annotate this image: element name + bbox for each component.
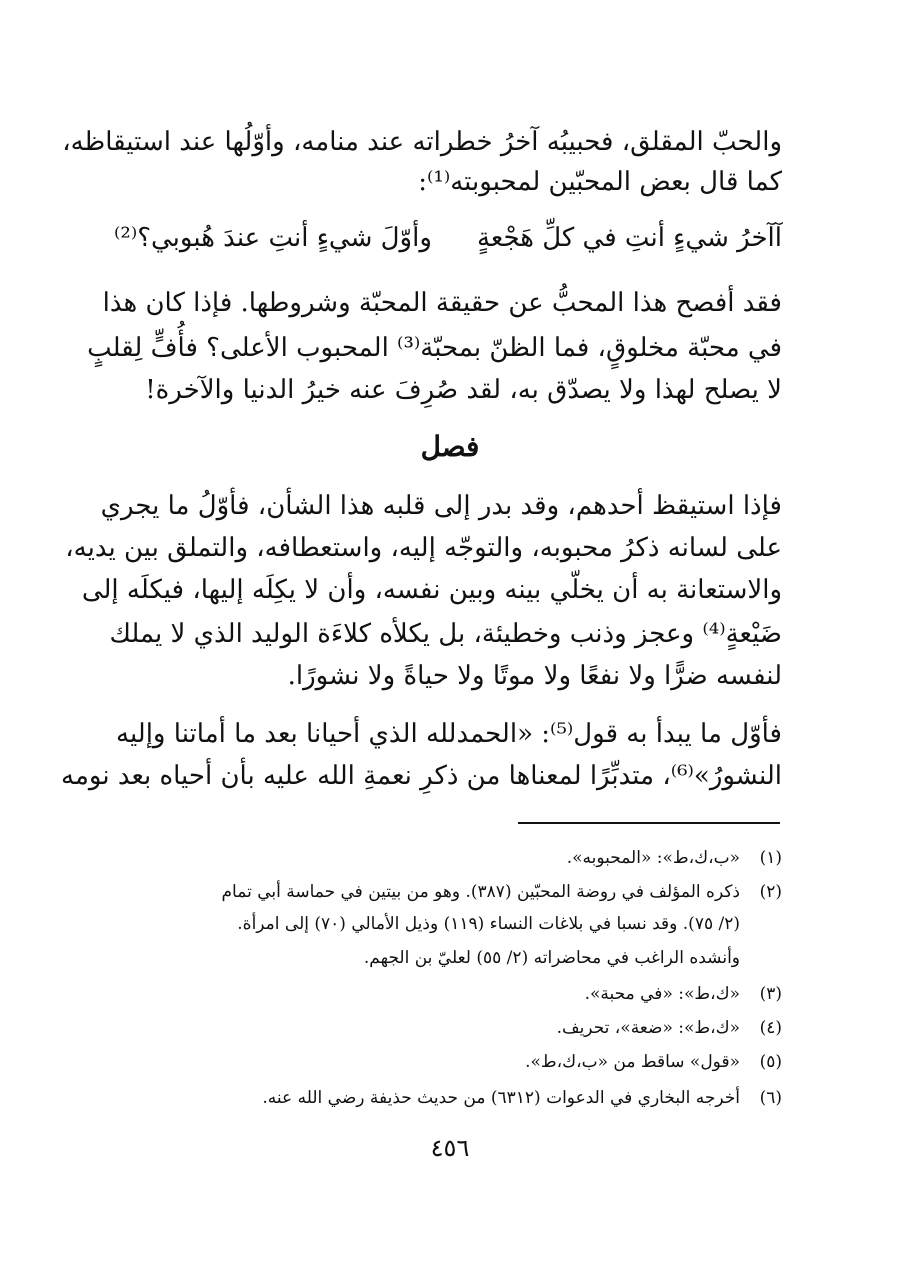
- body-line: فقد أفصح هذا المحبُّ عن حقيقة المحبّة وشروطها. فإذا كان هذا: [102, 288, 782, 318]
- footnote-number: (٣): [759, 984, 782, 1004]
- footnote-separator: [518, 822, 780, 824]
- footnote-number: (٦): [759, 1088, 782, 1108]
- body-line: ضَيْعةٍ⁽⁴⁾ وعجز وذنب وخطيئة، بل يكلأه كلاءَة الوليد الذي لا يملك: [109, 619, 782, 649]
- body-line: النشورُ»⁽⁶⁾، متدبِّرًا لمعناها من ذكرِ نعمةِ الله عليه بأن أحياه بعد نومه: [61, 761, 782, 791]
- body-line: فأوّل ما يبدأ به قول⁽⁵⁾: «الحمدلله الذي أحيانا بعد ما أماتنا وإليه: [116, 719, 782, 749]
- footnote-text: «ك،ط»: «ضعة»، تحريف.: [556, 1018, 740, 1038]
- page-number: ٤٥٦: [430, 1134, 470, 1162]
- verse-hemistich-first: آآخرُ شيءٍ أنتِ في كلِّ هَجْعةٍ: [476, 223, 782, 253]
- body-line: والحبّ المقلق، فحبيبُه آخرُ خطراته عند منامه، وأوّلُها عند استيقاظه،: [62, 127, 782, 157]
- body-line: لنفسه ضرًّا ولا نفعًا ولا موتًا ولا حياةً ولا نشورًا.: [287, 661, 782, 691]
- footnote-number: (١): [759, 848, 782, 868]
- body-line: والاستعانة به أن يخلّي بينه وبين نفسه، وأن لا يكِلَه إليها، فيكلَه إلى: [81, 575, 782, 605]
- footnote-text: (٢/ ٧٥). وقد نسبا في بلاغات النساء (١١٩) وذيل الأمالي (٧٠) إلى امرأة.: [237, 914, 740, 934]
- footnote-number: (٤): [759, 1018, 782, 1038]
- footnote-text: «ك،ط»: «في محبة».: [584, 984, 740, 1004]
- footnote-text: وأنشده الراغب في محاضراته (٢/ ٥٥) لعليّ بن الجهم.: [363, 948, 740, 968]
- body-line: على لسانه ذكرُ محبوبه، والتوجّه إليه، واستعطافه، والتملق بين يديه،: [65, 533, 782, 563]
- footnote-number: (٢): [759, 882, 782, 902]
- footnote-text: «قول» ساقط من «ب،ك،ط».: [525, 1052, 740, 1072]
- footnote-text: «ب،ك،ط»: «المحبوبه».: [566, 848, 740, 868]
- footnote-text: ذكره المؤلف في روضة المحبّين (٣٨٧). وهو من بيتين في حماسة أبي تمام: [221, 882, 740, 902]
- footnote-number: (٥): [759, 1052, 782, 1072]
- section-heading: فصل: [420, 430, 480, 463]
- poetry-verse: [114, 218, 782, 258]
- body-line: لا يصلح لهذا ولا يصدّق به، لقد صُرِفَ عنه خيرُ الدنيا والآخرة!: [145, 375, 782, 405]
- footnote-text: أخرجه البخاري في الدعوات (٦٣١٢) من حديث حذيفة رضي الله عنه.: [262, 1088, 740, 1108]
- body-line: فإذا استيقظ أحدهم، وقد بدر إلى قلبه هذا الشأن، فأوّلُ ما يجري: [100, 491, 782, 521]
- verse-hemistich-second: وأوّلَ شيءٍ أنتِ عندَ هُبوبي؟⁽²⁾: [114, 223, 432, 253]
- body-line: كما قال بعض المحبّين لمحبوبته⁽¹⁾:: [418, 167, 782, 197]
- body-line: في محبّة مخلوقٍ، فما الظنّ بمحبّة⁽³⁾ المحبوب الأعلى؟ فأُفٍّ لِقلبٍ: [87, 333, 782, 363]
